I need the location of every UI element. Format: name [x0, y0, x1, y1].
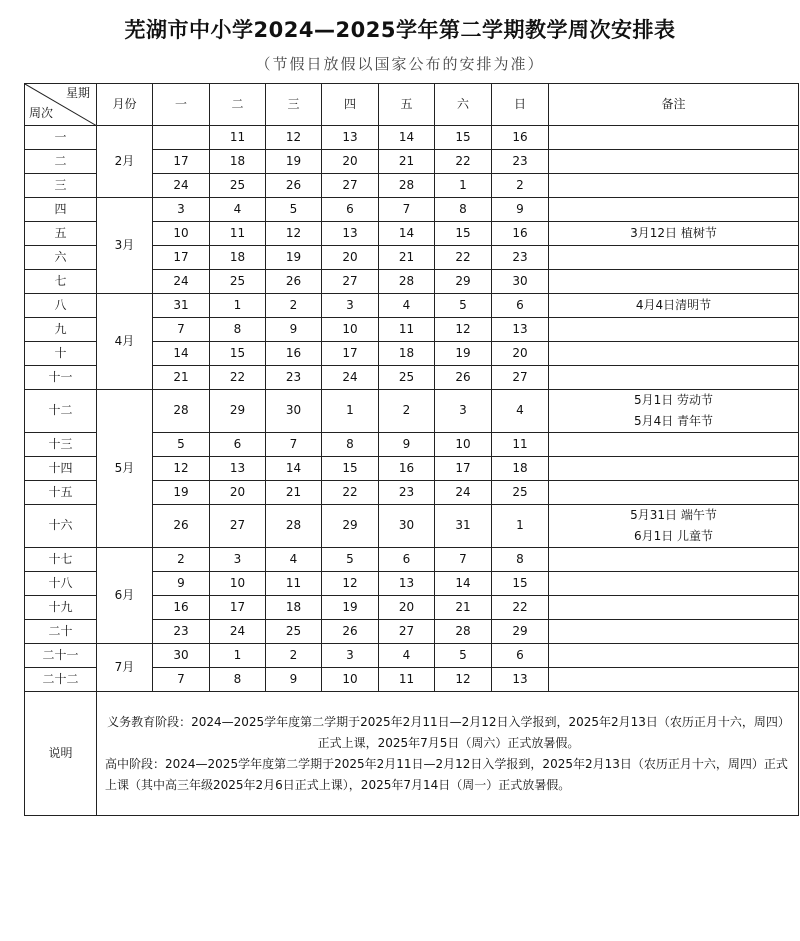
notes-cell [549, 505, 799, 548]
date-cell-tue: 6 [210, 433, 266, 457]
date-cell-mon: 9 [153, 572, 210, 596]
week-number-cell: 十五 [25, 481, 97, 505]
week-number-cell: 十 [25, 342, 97, 366]
date-cell-mon: 14 [153, 342, 210, 366]
date-cell-sun: 16 [492, 126, 549, 150]
holiday-note: 5月1日 劳动节 [633, 393, 714, 407]
date-cell-thu: 13 [322, 222, 379, 246]
month-cell: 6月 [97, 548, 153, 644]
date-cell-sat: 3 [435, 390, 492, 433]
week-number-cell: 十九 [25, 596, 97, 620]
week-number-cell: 二十 [25, 620, 97, 644]
week-number-cell: 十四 [25, 457, 97, 481]
date-cell-fri: 14 [379, 222, 435, 246]
week-number-cell: 二 [25, 150, 97, 174]
notes-cell [549, 644, 799, 668]
date-cell-tue: 18 [210, 150, 266, 174]
date-cell-thu: 12 [322, 572, 379, 596]
date-cell-wed: 12 [266, 126, 322, 150]
footer-notes [97, 692, 799, 816]
date-cell-sun: 4 [492, 390, 549, 433]
notes-cell [549, 246, 799, 270]
date-cell-sun: 30 [492, 270, 549, 294]
month-cell: 2月 [97, 126, 153, 198]
week-row [25, 644, 799, 668]
date-cell-wed: 2 [266, 294, 322, 318]
date-cell-fri: 23 [379, 481, 435, 505]
date-cell-mon: 24 [153, 174, 210, 198]
date-cell-tue: 22 [210, 366, 266, 390]
date-cell-thu: 19 [322, 596, 379, 620]
date-cell-wed: 16 [266, 342, 322, 366]
date-cell-tue: 11 [210, 126, 266, 150]
date-cell-fri: 6 [379, 548, 435, 572]
month-cell: 4月 [97, 294, 153, 390]
date-cell-thu: 27 [322, 270, 379, 294]
notes-cell [549, 366, 799, 390]
date-cell-wed: 4 [266, 548, 322, 572]
week-row [25, 390, 799, 433]
month-cell: 5月 [97, 390, 153, 548]
date-cell-sun: 27 [492, 366, 549, 390]
date-cell-mon: 16 [153, 596, 210, 620]
date-cell-tue: 27 [210, 505, 266, 548]
notes-cell [549, 457, 799, 481]
date-cell-fri: 14 [379, 126, 435, 150]
date-cell-sun: 2 [492, 174, 549, 198]
week-number-cell: 十一 [25, 366, 97, 390]
date-cell-tue: 4 [210, 198, 266, 222]
date-cell-fri: 4 [379, 294, 435, 318]
date-cell-sat: 22 [435, 246, 492, 270]
notes-cell [549, 433, 799, 457]
notes-cell [549, 270, 799, 294]
date-cell-thu: 22 [322, 481, 379, 505]
notes-header: 备注 [549, 84, 799, 126]
date-cell-thu: 6 [322, 198, 379, 222]
date-cell-tue: 8 [210, 318, 266, 342]
notes-cell [549, 174, 799, 198]
date-cell-fri: 2 [379, 390, 435, 433]
date-cell-sun: 13 [492, 668, 549, 692]
holiday-note: 5月31日 端午节 [630, 508, 717, 522]
date-cell-tue: 17 [210, 596, 266, 620]
holiday-note: 3月12日 植树节 [630, 226, 717, 240]
day-header-fri: 五 [379, 84, 435, 126]
date-cell-fri: 21 [379, 246, 435, 270]
notes-cell [549, 620, 799, 644]
date-cell-sun: 23 [492, 246, 549, 270]
month-cell: 3月 [97, 198, 153, 294]
date-cell-fri: 28 [379, 174, 435, 198]
week-number-cell: 十七 [25, 548, 97, 572]
date-cell-mon: 17 [153, 246, 210, 270]
date-cell-fri: 28 [379, 270, 435, 294]
date-cell-sun: 23 [492, 150, 549, 174]
date-cell-mon: 21 [153, 366, 210, 390]
date-cell-wed: 26 [266, 174, 322, 198]
footer-label: 说明 [25, 692, 97, 816]
holiday-note: 4月4日清明节 [635, 298, 712, 312]
date-cell-wed: 9 [266, 668, 322, 692]
holiday-note: 6月1日 儿童节 [633, 529, 714, 543]
holiday-note: 5月4日 青年节 [633, 414, 714, 428]
date-cell-tue: 18 [210, 246, 266, 270]
date-cell-wed: 7 [266, 433, 322, 457]
date-cell-sun: 6 [492, 294, 549, 318]
date-cell-wed: 19 [266, 150, 322, 174]
date-cell-fri: 7 [379, 198, 435, 222]
week-number-cell: 二十一 [25, 644, 97, 668]
week-number-cell: 三 [25, 174, 97, 198]
date-cell-sat: 5 [435, 294, 492, 318]
date-cell-wed: 14 [266, 457, 322, 481]
date-cell-sat: 14 [435, 572, 492, 596]
notes-cell [549, 596, 799, 620]
notes-cell [549, 318, 799, 342]
date-cell-thu: 5 [322, 548, 379, 572]
date-cell-wed: 30 [266, 390, 322, 433]
date-cell-sat: 21 [435, 596, 492, 620]
date-cell-sun: 29 [492, 620, 549, 644]
notes-cell [549, 390, 799, 433]
date-cell-sat: 5 [435, 644, 492, 668]
week-number-cell: 一 [25, 126, 97, 150]
date-cell-wed: 12 [266, 222, 322, 246]
date-cell-thu: 8 [322, 433, 379, 457]
date-cell-thu: 29 [322, 505, 379, 548]
notes-cell [549, 572, 799, 596]
date-cell-tue: 20 [210, 481, 266, 505]
date-cell-sat: 26 [435, 366, 492, 390]
date-cell-sat: 7 [435, 548, 492, 572]
date-cell-fri: 20 [379, 596, 435, 620]
schedule-table [24, 83, 799, 816]
notes-cell [549, 150, 799, 174]
date-cell-sun: 22 [492, 596, 549, 620]
date-cell-mon: 2 [153, 548, 210, 572]
date-cell-tue: 25 [210, 270, 266, 294]
week-number-cell: 四 [25, 198, 97, 222]
date-cell-mon [153, 126, 210, 150]
date-cell-sun: 18 [492, 457, 549, 481]
date-cell-sat: 8 [435, 198, 492, 222]
date-cell-sat: 10 [435, 433, 492, 457]
date-cell-sun: 8 [492, 548, 549, 572]
date-cell-wed: 21 [266, 481, 322, 505]
week-number-cell: 十八 [25, 572, 97, 596]
notes-cell [549, 342, 799, 366]
date-cell-tue: 25 [210, 174, 266, 198]
date-cell-tue: 11 [210, 222, 266, 246]
date-cell-sat: 31 [435, 505, 492, 548]
schedule-body [25, 126, 799, 692]
date-cell-wed: 2 [266, 644, 322, 668]
date-cell-tue: 1 [210, 294, 266, 318]
page-title: 芜湖市中小学2024—2025学年第二学期教学周次安排表 [124, 18, 676, 42]
date-cell-tue: 15 [210, 342, 266, 366]
date-cell-sun: 13 [492, 318, 549, 342]
week-number-cell: 六 [25, 246, 97, 270]
date-cell-mon: 7 [153, 318, 210, 342]
date-cell-thu: 10 [322, 318, 379, 342]
date-cell-mon: 23 [153, 620, 210, 644]
notes-cell [549, 548, 799, 572]
date-cell-fri: 30 [379, 505, 435, 548]
date-cell-thu: 20 [322, 246, 379, 270]
week-number-header-label: 周次 [29, 106, 54, 121]
date-cell-fri: 21 [379, 150, 435, 174]
day-header-sun: 日 [492, 84, 549, 126]
date-cell-tue: 29 [210, 390, 266, 433]
week-row [25, 294, 799, 318]
date-cell-mon: 17 [153, 150, 210, 174]
date-cell-sat: 24 [435, 481, 492, 505]
day-header-mon: 一 [153, 84, 210, 126]
date-cell-sat: 1 [435, 174, 492, 198]
date-cell-tue: 24 [210, 620, 266, 644]
footer-paragraph-highschool: 高中阶段：2024—2025学年度第二学期于2025年2月11日—2月12日入学报到，2025年2月13日（农历正月十六，周四）正式上课（其中高三年级2025年2月6日正式上课），2025年7月14日（周一）正式放暑假。 [105, 756, 788, 792]
date-cell-mon: 12 [153, 457, 210, 481]
week-number-cell: 八 [25, 294, 97, 318]
notes-cell [549, 668, 799, 692]
footer-row [25, 692, 799, 816]
corner-header [25, 84, 97, 126]
date-cell-sat: 12 [435, 668, 492, 692]
date-cell-sun: 15 [492, 572, 549, 596]
day-header-tue: 二 [210, 84, 266, 126]
date-cell-sun: 1 [492, 505, 549, 548]
date-cell-tue: 10 [210, 572, 266, 596]
date-cell-thu: 17 [322, 342, 379, 366]
date-cell-mon: 24 [153, 270, 210, 294]
month-cell: 7月 [97, 644, 153, 692]
date-cell-wed: 26 [266, 270, 322, 294]
date-cell-sat: 17 [435, 457, 492, 481]
date-cell-tue: 1 [210, 644, 266, 668]
date-cell-thu: 1 [322, 390, 379, 433]
date-cell-wed: 23 [266, 366, 322, 390]
week-row [25, 548, 799, 572]
date-cell-thu: 26 [322, 620, 379, 644]
date-cell-tue: 8 [210, 668, 266, 692]
date-cell-wed: 19 [266, 246, 322, 270]
date-cell-thu: 15 [322, 457, 379, 481]
date-cell-thu: 3 [322, 294, 379, 318]
date-cell-sun: 9 [492, 198, 549, 222]
date-cell-sun: 25 [492, 481, 549, 505]
date-cell-thu: 27 [322, 174, 379, 198]
notes-cell [549, 198, 799, 222]
date-cell-sat: 12 [435, 318, 492, 342]
weekday-header-label: 星期 [65, 86, 90, 100]
date-cell-sat: 19 [435, 342, 492, 366]
date-cell-sun: 16 [492, 222, 549, 246]
date-cell-fri: 11 [379, 318, 435, 342]
date-cell-sat: 15 [435, 126, 492, 150]
date-cell-thu: 13 [322, 126, 379, 150]
date-cell-sat: 28 [435, 620, 492, 644]
week-number-cell: 十二 [25, 390, 97, 433]
date-cell-sat: 22 [435, 150, 492, 174]
date-cell-sat: 15 [435, 222, 492, 246]
notes-cell [549, 481, 799, 505]
date-cell-fri: 16 [379, 457, 435, 481]
month-header: 月份 [97, 84, 153, 126]
date-cell-thu: 3 [322, 644, 379, 668]
date-cell-fri: 27 [379, 620, 435, 644]
date-cell-mon: 30 [153, 644, 210, 668]
date-cell-fri: 25 [379, 366, 435, 390]
week-number-cell: 五 [25, 222, 97, 246]
day-header-sat: 六 [435, 84, 492, 126]
week-number-cell: 十六 [25, 505, 97, 548]
footer-paragraph-compulsory: 义务教育阶段：2024—2025学年度第二学期于2025年2月11日—2月12日入学报到，2025年2月13日（农历正月十六，周四）正式上课，2025年7月5日（周六）正式放暑假。 [107, 714, 790, 750]
notes-cell [549, 222, 799, 246]
date-cell-fri: 11 [379, 668, 435, 692]
date-cell-mon: 3 [153, 198, 210, 222]
header-row [25, 84, 799, 126]
notes-cell [549, 294, 799, 318]
date-cell-sun: 20 [492, 342, 549, 366]
week-number-cell: 九 [25, 318, 97, 342]
week-number-cell: 十三 [25, 433, 97, 457]
date-cell-sun: 11 [492, 433, 549, 457]
date-cell-mon: 19 [153, 481, 210, 505]
day-header-wed: 三 [266, 84, 322, 126]
date-cell-mon: 7 [153, 668, 210, 692]
date-cell-wed: 25 [266, 620, 322, 644]
date-cell-fri: 9 [379, 433, 435, 457]
date-cell-mon: 5 [153, 433, 210, 457]
date-cell-thu: 10 [322, 668, 379, 692]
date-cell-wed: 9 [266, 318, 322, 342]
date-cell-mon: 28 [153, 390, 210, 433]
week-number-cell: 二十二 [25, 668, 97, 692]
week-number-cell: 七 [25, 270, 97, 294]
date-cell-sun: 6 [492, 644, 549, 668]
page-subtitle: （节假日放假以国家公布的安排为准） [255, 55, 545, 73]
date-cell-thu: 24 [322, 366, 379, 390]
date-cell-mon: 26 [153, 505, 210, 548]
date-cell-wed: 18 [266, 596, 322, 620]
week-row [25, 198, 799, 222]
date-cell-tue: 3 [210, 548, 266, 572]
date-cell-wed: 5 [266, 198, 322, 222]
date-cell-fri: 13 [379, 572, 435, 596]
week-row [25, 126, 799, 150]
date-cell-wed: 11 [266, 572, 322, 596]
day-header-thu: 四 [322, 84, 379, 126]
date-cell-thu: 20 [322, 150, 379, 174]
notes-cell [549, 126, 799, 150]
date-cell-mon: 10 [153, 222, 210, 246]
date-cell-mon: 31 [153, 294, 210, 318]
date-cell-wed: 28 [266, 505, 322, 548]
date-cell-tue: 13 [210, 457, 266, 481]
date-cell-fri: 18 [379, 342, 435, 366]
date-cell-sat: 29 [435, 270, 492, 294]
date-cell-fri: 4 [379, 644, 435, 668]
